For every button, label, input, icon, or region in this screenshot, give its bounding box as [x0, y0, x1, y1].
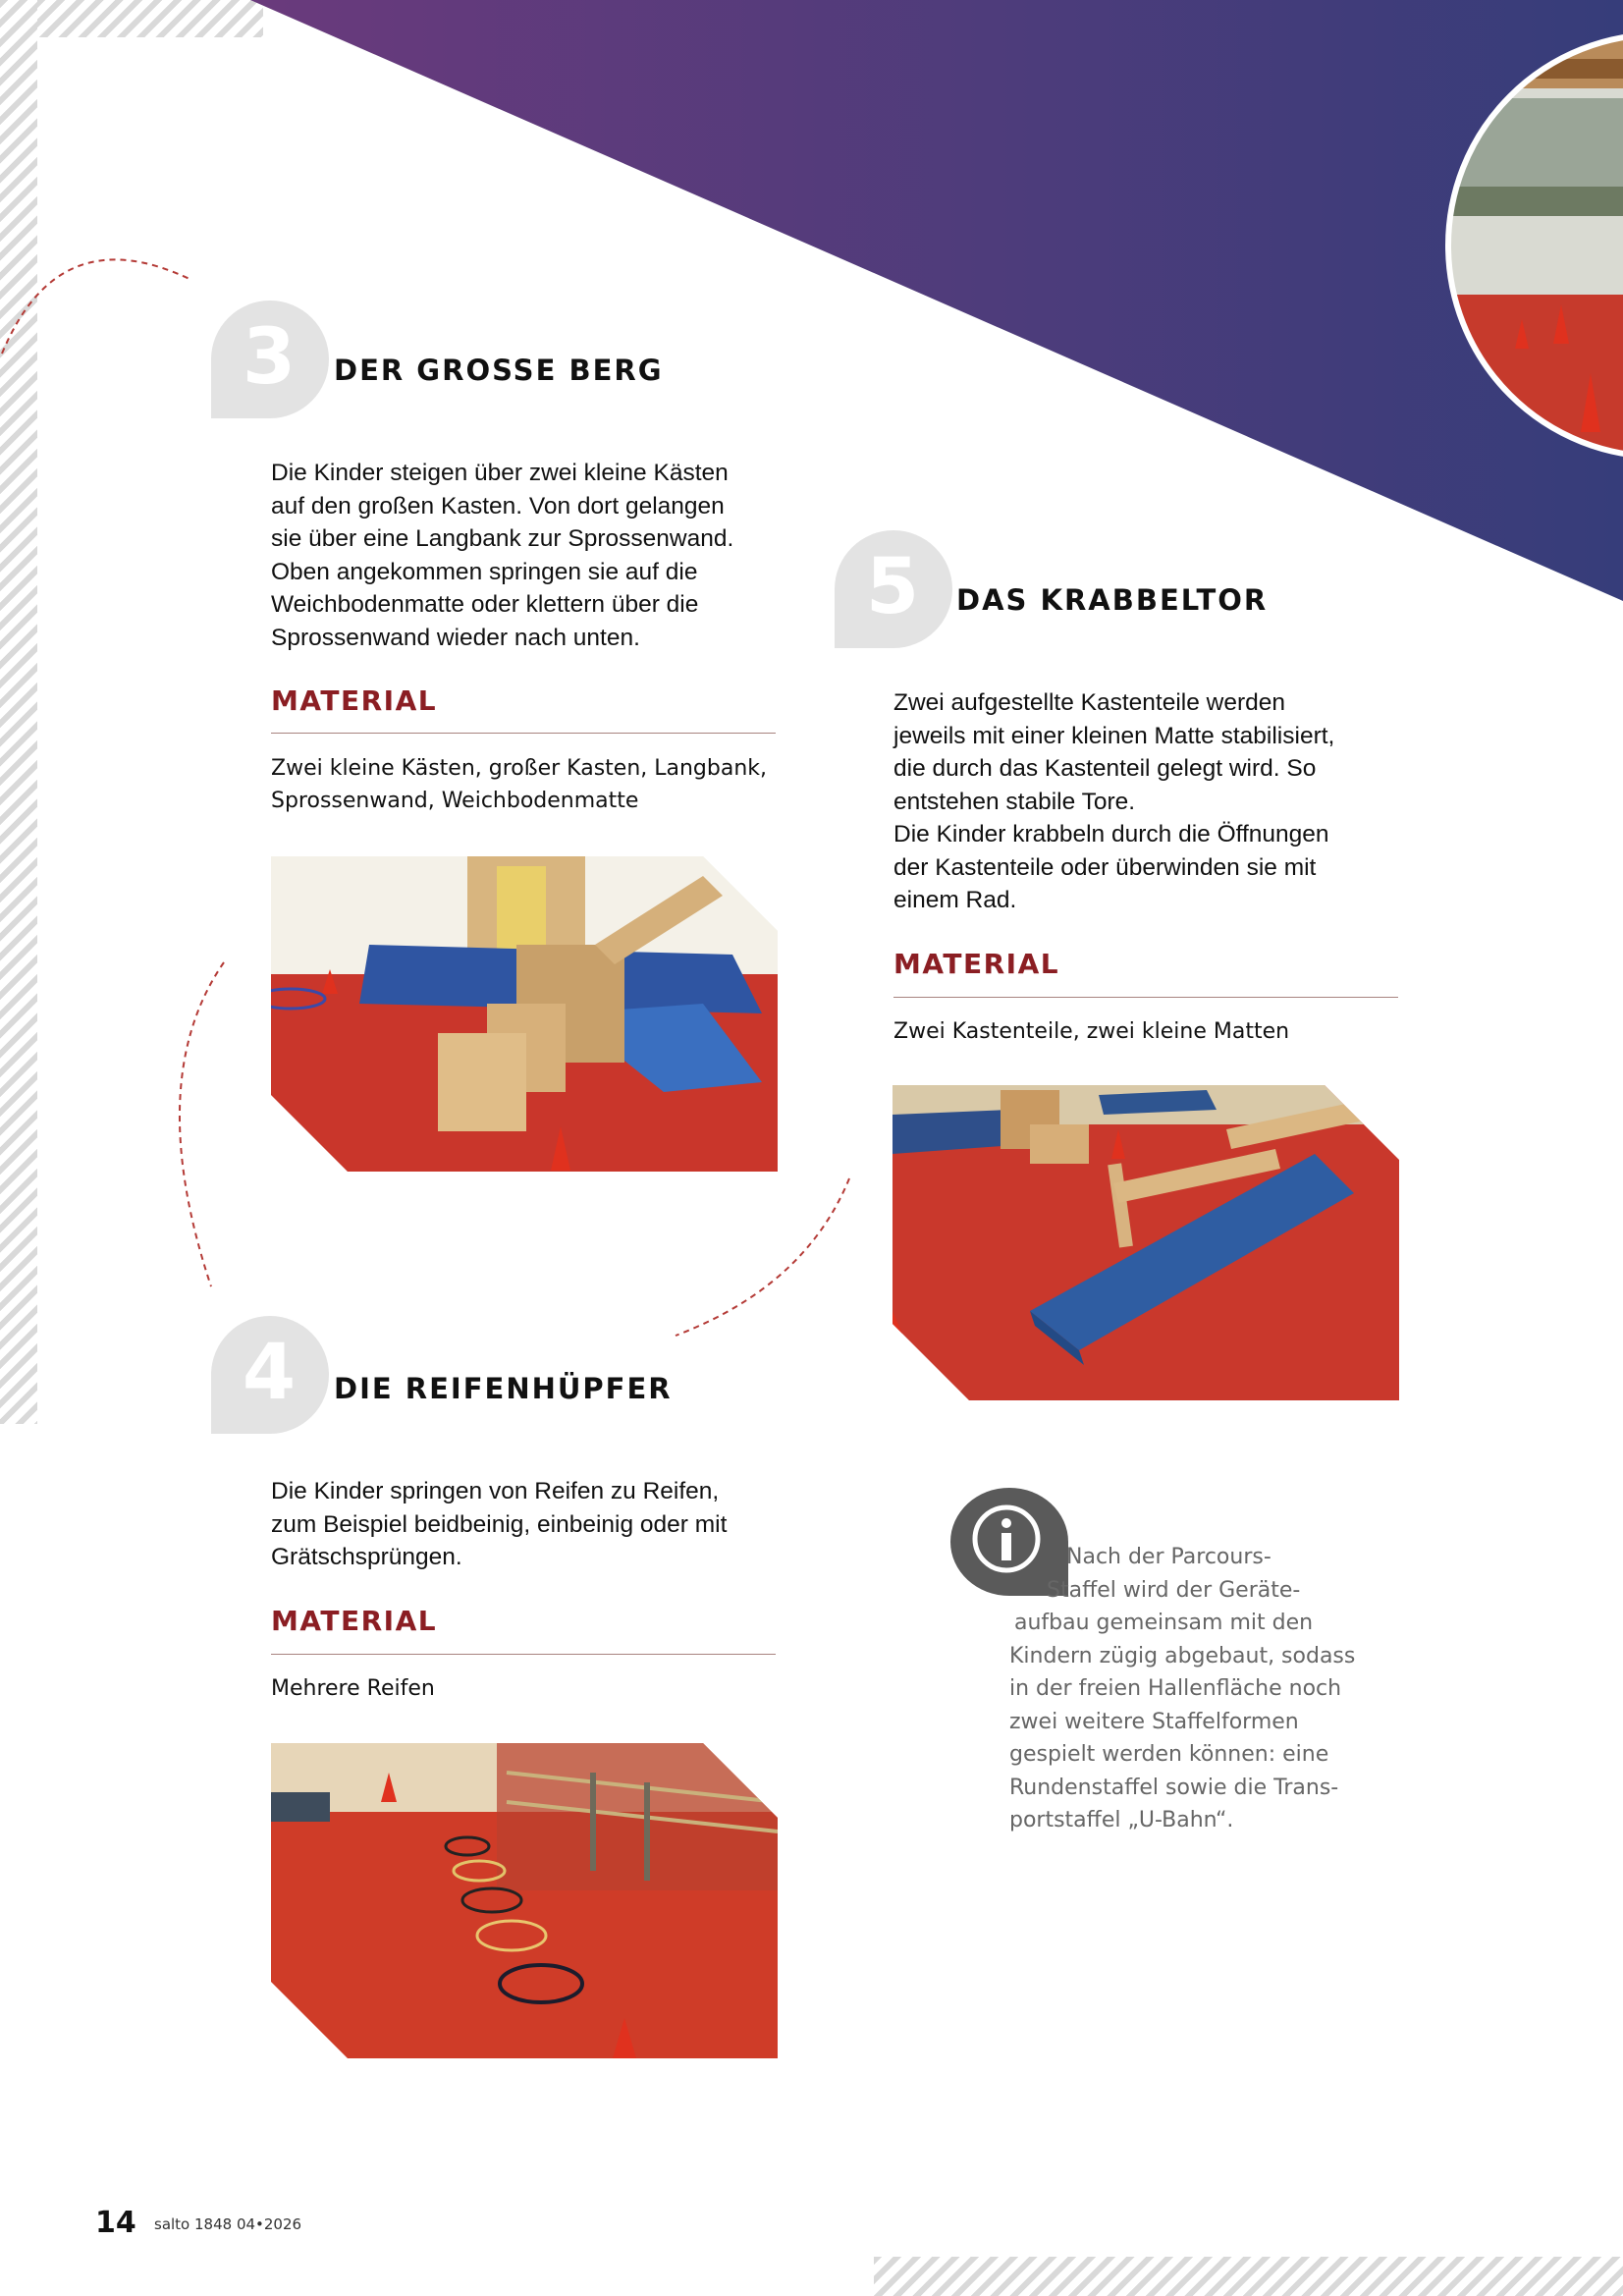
page-number: 14 — [95, 2206, 136, 2240]
body-line: Zwei aufgestellte Kastenteile werden — [893, 689, 1286, 716]
info-line: Kindern zügig abgebaut, sodass — [1009, 1643, 1356, 1668]
section-3-photo — [271, 856, 778, 1172]
body-line: Die Kinder krabbeln durch die Öffnungen — [893, 821, 1329, 847]
info-line: aufbau gemeinsam mit den — [1014, 1611, 1314, 1635]
body-line: einem Rad. — [893, 887, 1017, 913]
body-line: Oben angekommen springen sie auf die — [271, 558, 698, 585]
body-line: zum Beispiel beidbeinig, einbeinig oder mit — [271, 1510, 728, 1538]
section-5-number: 5 — [865, 543, 920, 631]
section-4-number: 4 — [242, 1329, 297, 1417]
section-4-title: DIE REIFENHÜPFER — [334, 1372, 673, 1405]
body-line: Sprossenwand wieder nach unten. — [271, 624, 640, 651]
section-4-material-text — [271, 1672, 435, 1705]
info-line: in der freien Hallenfläche noch — [1009, 1676, 1342, 1701]
section-4-material-rule — [271, 1654, 776, 1655]
section-4-photo — [271, 1743, 778, 2058]
section-3-body — [271, 457, 801, 654]
section-5-title: DAS KRABBELTOR — [956, 583, 1269, 617]
body-line: Weichbodenmatte oder klettern über die — [271, 591, 699, 618]
section-4-material-title: MATERIAL — [271, 1605, 438, 1637]
info-text — [1009, 1541, 1402, 1837]
material-line: Zwei Kastenteile, zwei kleine Matten — [893, 1019, 1290, 1044]
section-3-material-text — [271, 752, 767, 817]
body-line: entstehen stabile Tore. — [893, 788, 1136, 815]
body-line: sie über eine Langbank zur Sprossenwand. — [271, 525, 734, 552]
section-5-material-title: MATERIAL — [893, 948, 1060, 980]
section-3-material-rule — [271, 733, 776, 734]
section-5-body — [893, 686, 1424, 917]
section-5-photo — [893, 1085, 1399, 1400]
info-line: Rundenstaffel sowie die Trans- — [1009, 1775, 1339, 1800]
section-3-title: DER GROSSE BERG — [334, 354, 664, 387]
body-line: Die Kinder steigen über zwei kleine Kästen — [271, 460, 729, 486]
body-line: Die Kinder springen von Reifen zu Reifen, — [271, 1478, 720, 1504]
body-line: Grätschsprüngen. — [271, 1544, 462, 1570]
section-3-number: 3 — [242, 313, 297, 402]
body-line: auf den großen Kasten. Von dort gelangen — [271, 492, 725, 519]
info-line: Staffel wird der Geräte- — [1047, 1577, 1301, 1603]
body-line: die durch das Kastenteil gelegt wird. So — [893, 755, 1317, 782]
material-line: Sprossenwand, Weichbodenmatte — [271, 789, 639, 813]
info-line: Nach der Parcours- — [1066, 1545, 1271, 1569]
info-line: gespielt werden können: eine — [1009, 1742, 1329, 1767]
section-5-material-text — [893, 1015, 1289, 1048]
info-line: portstaffel „U-Bahn“. — [1009, 1808, 1234, 1832]
info-line: zwei weitere Staffelformen — [1009, 1709, 1299, 1734]
magazine-issue: salto 1848 04•2026 — [154, 2215, 302, 2233]
body-line: jeweils mit einer kleinen Matte stabilisiert, — [893, 722, 1335, 749]
section-4-body — [271, 1475, 801, 1574]
material-line: Zwei kleine Kästen, großer Kasten, Langbank, — [271, 756, 768, 781]
section-5-material-rule — [893, 997, 1398, 998]
body-line: der Kastenteile oder überwinden sie mit — [893, 853, 1317, 881]
section-3-material-title: MATERIAL — [271, 684, 438, 717]
material-line: Mehrere Reifen — [271, 1676, 435, 1701]
